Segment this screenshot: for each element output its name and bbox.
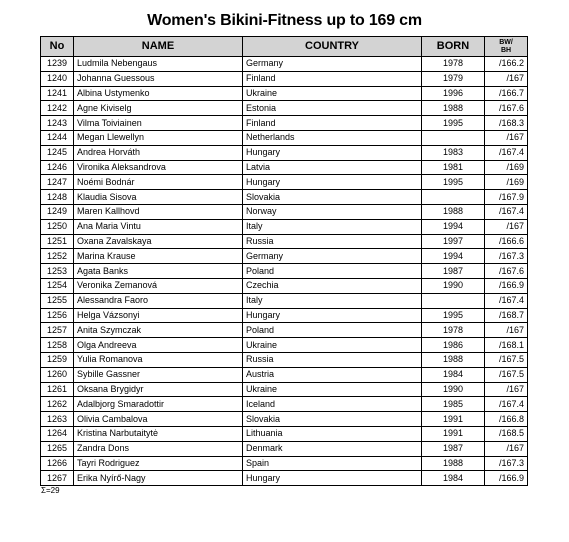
cell-no: 1251 — [41, 234, 74, 249]
cell-country: Germany — [243, 57, 422, 72]
cell-bw: /167 — [485, 71, 528, 86]
cell-born: 1988 — [422, 456, 485, 471]
cell-born: 1984 — [422, 367, 485, 382]
cell-country: Italy — [243, 293, 422, 308]
cell-name: Klaudia Sisova — [74, 190, 243, 205]
header-no: No — [41, 37, 74, 57]
header-born: BORN — [422, 37, 485, 57]
cell-bw: /167.4 — [485, 293, 528, 308]
cell-country: Ukraine — [243, 86, 422, 101]
table-row — [41, 57, 528, 72]
header-country: COUNTRY — [243, 37, 422, 57]
cell-country: Hungary — [243, 471, 422, 486]
cell-country: Norway — [243, 204, 422, 219]
cell-bw: /167 — [485, 382, 528, 397]
cell-born: 1978 — [422, 57, 485, 72]
table-row — [41, 441, 528, 456]
table-row — [41, 86, 528, 101]
cell-bw: /169 — [485, 160, 528, 175]
cell-country: Denmark — [243, 441, 422, 456]
table-row — [41, 204, 528, 219]
cell-born: 1995 — [422, 308, 485, 323]
cell-no: 1250 — [41, 219, 74, 234]
cell-born: 1988 — [422, 101, 485, 116]
cell-bw: /167 — [485, 323, 528, 338]
cell-bw: /168.7 — [485, 308, 528, 323]
table-row — [41, 130, 528, 145]
cell-no: 1243 — [41, 116, 74, 131]
table-row — [41, 456, 528, 471]
cell-name: Agne Kiviselg — [74, 101, 243, 116]
cell-born: 1997 — [422, 234, 485, 249]
cell-country: Latvia — [243, 160, 422, 175]
cell-no: 1260 — [41, 367, 74, 382]
table-row — [41, 190, 528, 205]
cell-country: Estonia — [243, 101, 422, 116]
cell-bw: /167.3 — [485, 456, 528, 471]
table-row — [41, 249, 528, 264]
cell-bw: /168.1 — [485, 338, 528, 353]
cell-name: Veronika Zemanová — [74, 278, 243, 293]
cell-born: 1991 — [422, 426, 485, 441]
cell-born: 1995 — [422, 116, 485, 131]
cell-born: 1996 — [422, 86, 485, 101]
cell-no: 1246 — [41, 160, 74, 175]
cell-name: Sybille Gassner — [74, 367, 243, 382]
cell-bw: /167.6 — [485, 101, 528, 116]
cell-no: 1255 — [41, 293, 74, 308]
cell-born: 1990 — [422, 382, 485, 397]
cell-no: 1249 — [41, 204, 74, 219]
cell-born — [422, 190, 485, 205]
cell-country: Lithuania — [243, 426, 422, 441]
header-name: NAME — [74, 37, 243, 57]
cell-country: Poland — [243, 264, 422, 279]
cell-bw: /167.4 — [485, 145, 528, 160]
cell-bw: /169 — [485, 175, 528, 190]
cell-bw: /168.3 — [485, 116, 528, 131]
cell-no: 1258 — [41, 338, 74, 353]
cell-bw: /167 — [485, 219, 528, 234]
cell-name: Marina Krause — [74, 249, 243, 264]
cell-bw: /166.9 — [485, 471, 528, 486]
cell-country: Italy — [243, 219, 422, 234]
cell-no: 1247 — [41, 175, 74, 190]
cell-country: Finland — [243, 116, 422, 131]
cell-country: Iceland — [243, 397, 422, 412]
cell-name: Andrea Horváth — [74, 145, 243, 160]
cell-born: 1985 — [422, 397, 485, 412]
cell-country: Netherlands — [243, 130, 422, 145]
cell-bw: /167.9 — [485, 190, 528, 205]
cell-bw: /166.6 — [485, 234, 528, 249]
cell-country: Russia — [243, 352, 422, 367]
cell-bw: /167.6 — [485, 264, 528, 279]
table-row — [41, 397, 528, 412]
table-row — [41, 116, 528, 131]
cell-no: 1239 — [41, 57, 74, 72]
cell-no: 1240 — [41, 71, 74, 86]
cell-name: Zandra Dons — [74, 441, 243, 456]
table-row — [41, 471, 528, 486]
cell-country: Ukraine — [243, 338, 422, 353]
cell-name: Kristina Narbutaitytė — [74, 426, 243, 441]
total-count: Σ=29 — [41, 486, 60, 495]
cell-name: Johanna Guessous — [74, 71, 243, 86]
table-row — [41, 234, 528, 249]
table-row — [41, 367, 528, 382]
cell-name: Oxana Zavalskaya — [74, 234, 243, 249]
table-row — [41, 145, 528, 160]
cell-no: 1259 — [41, 352, 74, 367]
table-body — [41, 57, 528, 486]
cell-no: 1257 — [41, 323, 74, 338]
cell-name: Yulia Romanova — [74, 352, 243, 367]
cell-born: 1986 — [422, 338, 485, 353]
cell-country: Slovakia — [243, 190, 422, 205]
header-bw-bh — [485, 37, 528, 57]
cell-bw: /167.3 — [485, 249, 528, 264]
cell-born: 1988 — [422, 204, 485, 219]
page-title: Women's Bikini-Fitness up to 169 cm — [147, 12, 422, 29]
cell-no: 1252 — [41, 249, 74, 264]
cell-born: 1994 — [422, 249, 485, 264]
cell-bw: /166.2 — [485, 57, 528, 72]
table-row — [41, 426, 528, 441]
cell-born: 1987 — [422, 264, 485, 279]
cell-country: Finland — [243, 71, 422, 86]
cell-country: Spain — [243, 456, 422, 471]
cell-bw: /167.4 — [485, 397, 528, 412]
cell-name: Vironika Aleksandrova — [74, 160, 243, 175]
table-row — [41, 175, 528, 190]
cell-country: Hungary — [243, 308, 422, 323]
cell-name: Erika Nyírő-Nagy — [74, 471, 243, 486]
table-row — [41, 323, 528, 338]
header-bw-line2: BH — [500, 46, 512, 54]
cell-name: Tayri Rodriguez — [74, 456, 243, 471]
table-row — [41, 160, 528, 175]
cell-bw: /167.4 — [485, 204, 528, 219]
cell-no: 1256 — [41, 308, 74, 323]
cell-born: 1995 — [422, 175, 485, 190]
cell-name: Maren Kallhovd — [74, 204, 243, 219]
cell-country: Austria — [243, 367, 422, 382]
cell-born: 1979 — [422, 71, 485, 86]
header-row — [41, 37, 528, 57]
cell-name: Vilma Toiviainen — [74, 116, 243, 131]
cell-name: Oksana Brygidyr — [74, 382, 243, 397]
cell-no: 1263 — [41, 412, 74, 427]
cell-bw: /167.5 — [485, 352, 528, 367]
cell-name: Helga Vázsonyi — [74, 308, 243, 323]
table-row — [41, 101, 528, 116]
cell-no: 1245 — [41, 145, 74, 160]
cell-name: Albina Ustymenko — [74, 86, 243, 101]
cell-name: Ana Maria Vintu — [74, 219, 243, 234]
header-bw-line1: BW/ — [499, 38, 513, 46]
cell-country: Czechia — [243, 278, 422, 293]
cell-no: 1267 — [41, 471, 74, 486]
cell-born: 1991 — [422, 412, 485, 427]
cell-bw: /167 — [485, 441, 528, 456]
cell-bw: /166.7 — [485, 86, 528, 101]
table-row — [41, 219, 528, 234]
cell-no: 1253 — [41, 264, 74, 279]
cell-name: Ludmila Nebengaus — [74, 57, 243, 72]
cell-country: Slovakia — [243, 412, 422, 427]
table-row — [41, 71, 528, 86]
cell-born: 1988 — [422, 352, 485, 367]
table-row — [41, 264, 528, 279]
cell-born: 1990 — [422, 278, 485, 293]
cell-name: Olga Andreeva — [74, 338, 243, 353]
cell-name: Olivia Cambalova — [74, 412, 243, 427]
table-row — [41, 278, 528, 293]
cell-born: 1987 — [422, 441, 485, 456]
cell-born: 1981 — [422, 160, 485, 175]
cell-born — [422, 130, 485, 145]
cell-no: 1262 — [41, 397, 74, 412]
cell-country: Poland — [243, 323, 422, 338]
cell-born: 1994 — [422, 219, 485, 234]
cell-country: Hungary — [243, 145, 422, 160]
table-row — [41, 412, 528, 427]
cell-born: 1984 — [422, 471, 485, 486]
table-row — [41, 308, 528, 323]
cell-no: 1254 — [41, 278, 74, 293]
cell-no: 1241 — [41, 86, 74, 101]
results-table — [40, 36, 528, 486]
cell-country: Russia — [243, 234, 422, 249]
cell-no: 1242 — [41, 101, 74, 116]
cell-name: Adalbjorg Smaradottir — [74, 397, 243, 412]
cell-country: Hungary — [243, 175, 422, 190]
cell-name: Megan Llewellyn — [74, 130, 243, 145]
cell-bw: /168.5 — [485, 426, 528, 441]
cell-no: 1248 — [41, 190, 74, 205]
cell-no: 1264 — [41, 426, 74, 441]
cell-name: Noémi Bodnár — [74, 175, 243, 190]
cell-bw: /167.5 — [485, 367, 528, 382]
table-row — [41, 338, 528, 353]
cell-bw: /167 — [485, 130, 528, 145]
cell-country: Germany — [243, 249, 422, 264]
cell-no: 1261 — [41, 382, 74, 397]
table-row — [41, 352, 528, 367]
cell-country: Ukraine — [243, 382, 422, 397]
cell-born: 1978 — [422, 323, 485, 338]
table-row — [41, 382, 528, 397]
cell-born: 1983 — [422, 145, 485, 160]
cell-bw: /166.8 — [485, 412, 528, 427]
cell-no: 1244 — [41, 130, 74, 145]
cell-bw: /166.9 — [485, 278, 528, 293]
cell-born — [422, 293, 485, 308]
cell-name: Agata Banks — [74, 264, 243, 279]
cell-name: Anita Szymczak — [74, 323, 243, 338]
cell-name: Alessandra Faoro — [74, 293, 243, 308]
cell-no: 1266 — [41, 456, 74, 471]
cell-no: 1265 — [41, 441, 74, 456]
table-row — [41, 293, 528, 308]
